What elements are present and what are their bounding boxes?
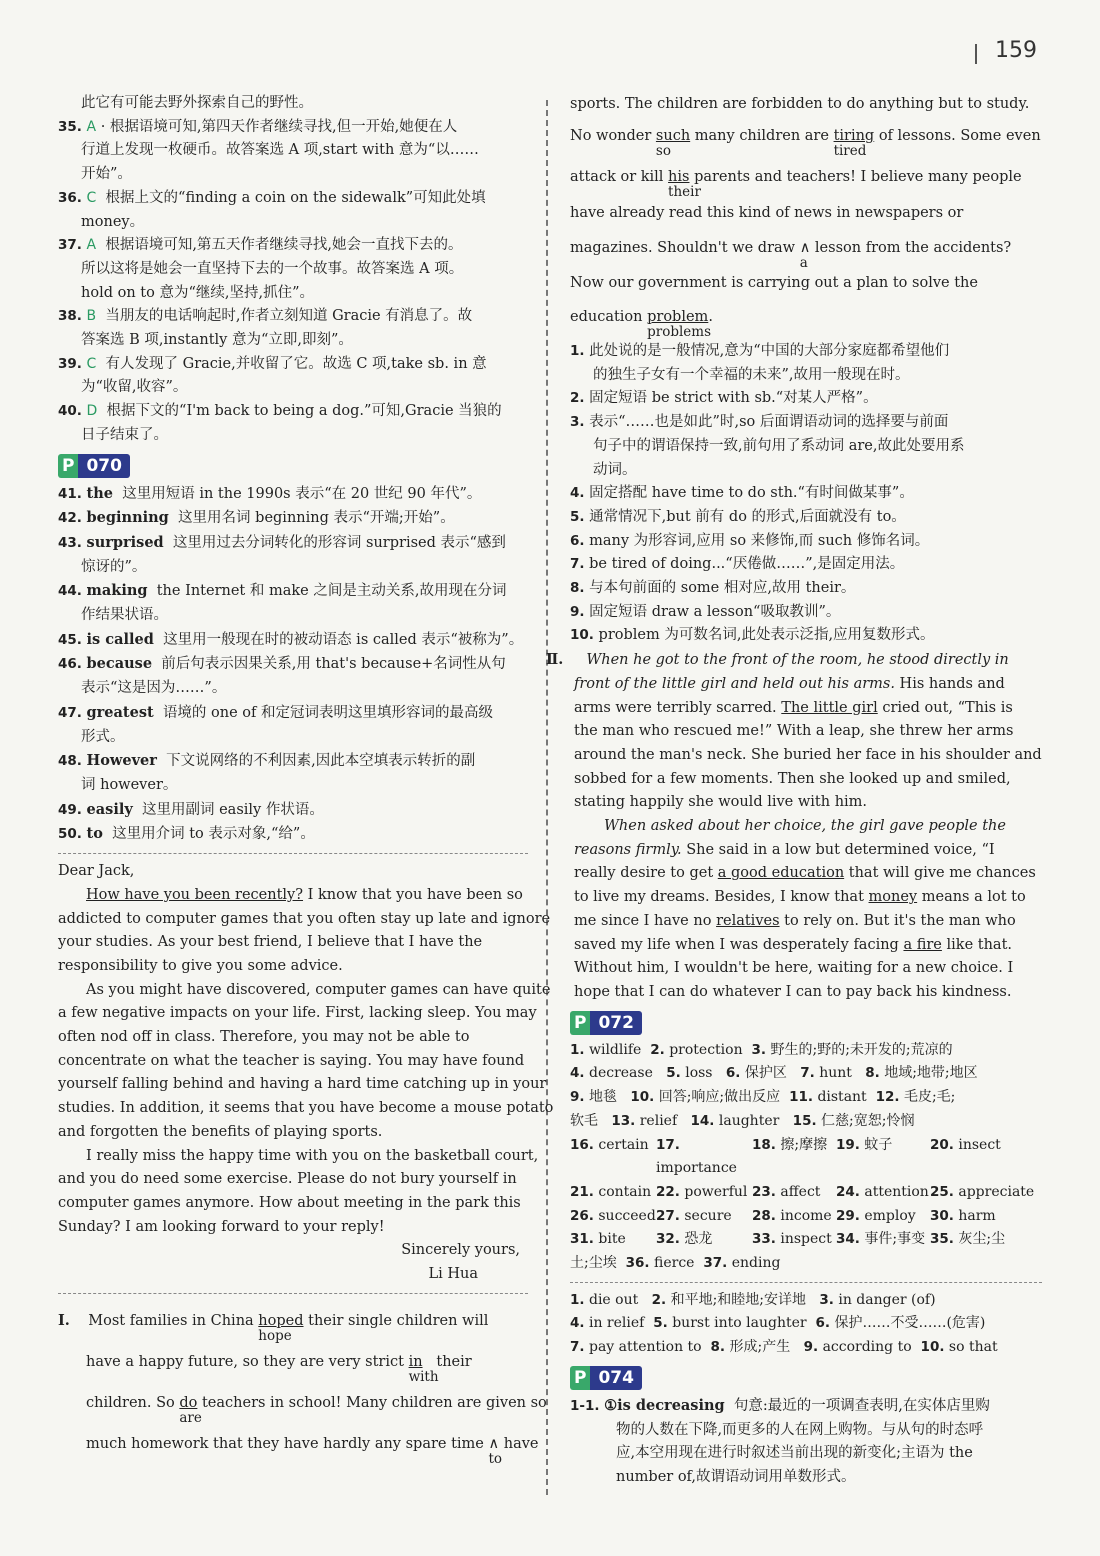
answer-46: 46. because 前后句表示因果关系,用 that's because+名词性从句 表示“这是因为……”。 <box>58 655 506 697</box>
answer-47: 47. greatest 语境的 one of 和定冠词表明这里填形容词的最高级 形式。 <box>58 703 494 745</box>
left-column <box>58 92 554 1467</box>
answer-44: 44. making the Internet 和 make 之间是主动关系,故用现在分词 作结果状语。 <box>58 582 507 624</box>
phrase-answers: 1. die out 2. 和平地;和睦地;安详地 3. in danger (of) 4. in relief 5. burst into laughter 6. 保护……不受……(危害) 7. pay attention to 8. 形成;产生 9. according to 10. so that <box>570 1291 998 1356</box>
correction-passage-cont: sports. The children are forbidden to do anything but to study. No wonder such so many children are tiring tired of lessons. Some even attack or kill his their parents and teachers! I believe many people have already read this kind of news in newspapers or magazines. Shouldn't we draw ∧ a lesson from the accidents? Now our government is carrying out a plan to solve the education problem problems . <box>570 96 1041 340</box>
section-badge-074: P 074 <box>570 1366 642 1390</box>
answer-49: 49. easily 这里用副词 easily 作状语。 <box>58 800 324 818</box>
correction-notes: 1. 此处说的是一般情况,意为“中国的大部分家庭都希望他们 的独生子女有一个幸福的未来”,故用一般现在时。 2. 固定短语 be strict with sb.“对某人严格”。 3. 表示“……也是如此”时,so 后面谓语动词的选择要与前面 句子中的谓语保持一致,前句用了系动词 are,故此处要用系 动词。 4. 固定搭配 have time to do sth.“有时间做某事”。 5. 通常情况下,but 前有 do 的形式,后面就没有 to。 6. many 为形容词,应用 so 来修饰,而 such 修饰名词。 7. be tired of doing...“厌倦做……”,是固定用法。 8. 与本句前面的 some 相对应,故用 their。 9. 固定短语 draw a lesson“吸取教训”。 10. problem 为可数名词,此处表示泛指,应用复数形式。 <box>570 343 965 644</box>
vocabulary-answers: 1. wildlife 2. protection 3. 野生的;野的;未开发的;荒凉的 4. decrease 5. loss 6. 保护区 7. hunt 8. 地域;地带;地区 9. 地毯 10. 回答;响应;做出反应 11. distant 12. 毛皮;毛; 软毛 13. relief 14. laughter 15. 仁慈;宽恕;怜悯 16. certain 17. importance 18. 擦;摩擦 19. 蚊子 20. insect 21. contain 22. powerful 23. affect 24. attention 25. appreciate 26. succeed 27. secure 28. income 29. employ 30. harm 31. bite 32. 恐龙 33. inspect 34. 事件;事变 35. 灰尘;尘 土;尘埃 36. fierce 37. ending <box>570 1041 1035 1272</box>
answer-50: 50. to 这里用介词 to 表示对象,“给”。 <box>58 825 315 843</box>
header-bar <box>975 44 977 64</box>
text-line: 此它有可能去野外探索自己的野性。 <box>81 95 313 111</box>
answer-42: 42. beginning 这里用名词 beginning 表示“开端;开始”。 <box>58 509 455 527</box>
dashed-separator <box>570 1282 1042 1283</box>
answer-43: 43. surprised 这里用过去分词转化的形容词 surprised 表示“感到 惊讶的”。 <box>58 533 506 575</box>
section-badge-072: P 072 <box>570 1011 642 1035</box>
answer-37: 37. A 根据语境可知,第五天作者继续寻找,她会一直找下去的。 所以这将是她会一直坚持下去的一个故事。故答案选 A 项。 hold on to 意为“继续,坚持,抓住”。 <box>58 237 464 301</box>
answer-074-1-1: 1-1. ①is decreasing 句意:最近的一项调查表明,在实体店里购 物的人数在下降,而更多的人在网上购物。与从句的时态呼 应,本空用现在进行时叙述当前出现的新变化;主语为 the number of,故谓语动词用单数形式。 <box>570 1396 990 1485</box>
dashed-separator <box>58 853 528 854</box>
answer-48: 48. However 下文说网络的不利因素,因此本空填表示转折的副 词 however。 <box>58 752 476 793</box>
answer-38: 38. B 当朋友的电话响起时,作者立刻知道 Gracie 有消息了。故 答案选 B 项,instantly 意为“立即,即刻”。 <box>58 308 473 349</box>
answer-41: 41. the 这里用短语 in the 1990s 表示“在 20 世纪 90 年代”。 <box>58 484 482 502</box>
letter-signature: Li Hua <box>428 1266 478 1283</box>
answer-35: 35. A · 根据语境可知,第四天作者继续寻找,但一开始,她便在人 行道上发现一枚硬币。故答案选 A 项,start with 意为“以…… 开始”。 <box>58 118 479 183</box>
letter-closing: Sincerely yours, <box>401 1242 520 1259</box>
section-badge-070: P 070 <box>58 454 130 478</box>
page-number: 159 <box>995 38 1037 63</box>
answer-36: 36. C 根据上文的“finding a coin on the sidewalk”可知此处填 money。 <box>58 189 486 230</box>
right-column <box>546 92 1042 1490</box>
dashed-separator <box>58 1293 528 1294</box>
answer-39: 39. C 有人发现了 Gracie,并收留了它。故选 C 项,take sb. in 意 为“收留,收容”。 <box>58 355 487 396</box>
answer-40: 40. D 根据下文的“I'm back to being a dog.”可知,Gracie 当狼的 日子结束了。 <box>58 403 502 443</box>
correction-passage: Ⅰ. Most families in China hoped hope their single children will have a happy future, so they are very strict in with their children. So do are teachers in school! Many children are given so much homework that they have hardly any spare time ∧ to have <box>58 1311 547 1467</box>
letter-greeting: Dear Jack, <box>58 863 135 880</box>
model-letter: Dear Jack, How have you been recently? I know that you have been so addicted to computer games that you often stay up late and ignore your studies. As your best friend, I believe that I have the responsibility to give you some advice. As you might have discovered, computer games can have quite a few negative impacts on your life. First, lacking sleep. You may often nod off in class. Therefore, you may not be able to concentrate on what the teacher is saying. You may have found yourself falling behind and having a hard time catching up in your studies. In addition, it seems that you have become a mouse potato and forgotten the benefits of playing sports. I really miss the happy time with you on the basketball court, and you do need some exercise. Please do not bury yourself in computer games anymore. How about meeting in the park this Sunday? I am looking forward to your reply! Sincerely yours, Li Hua <box>58 860 528 1287</box>
continuation-writing: Ⅱ. When he got to the front of the room, he stood directly in front of the little girl and held out his arms. His hands and arms were terribly scarred. The little girl cried out, “This is the man who rescued me!” With a leap, she threw her arms around the man's neck. She buried her face in his shoulder and sobbed for a few moments. Then she looked up and smiled, stating happily she would live with him. When asked about her choice, the girl gave people the reasons firmly. She said in a low but determined voice, “I really desire to get a good education that will give me chances to live my dreams. Besides, I know that money means a lot to me since I have no relatives to rely on. But it's the man who saved my life when I was desperately facing a fire like that. Without him, I wouldn't be here, waiting for a new choice. I hope that I can do whatever I can to pay back his kindness. <box>546 651 1042 1000</box>
answer-45: 45. is called 这里用一般现在时的被动语态 is called 表示“被称为”。 <box>58 630 524 648</box>
